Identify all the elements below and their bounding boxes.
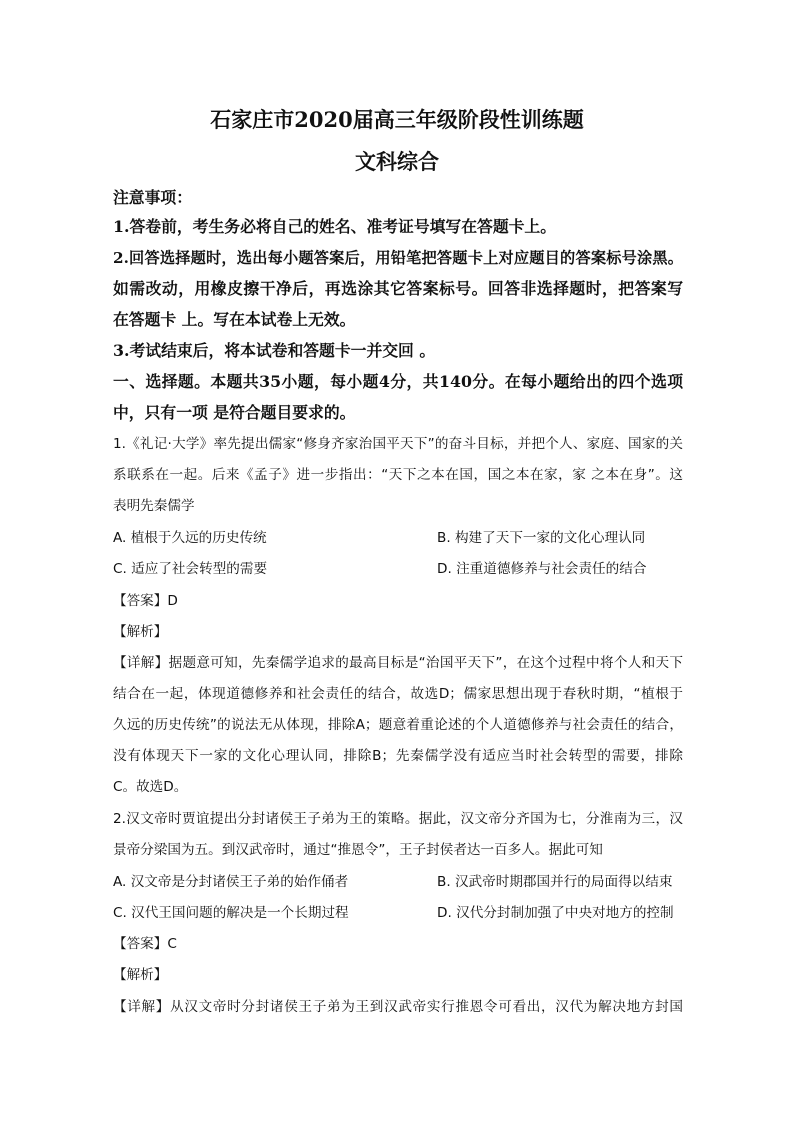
q1-detail-line-4: 没有体现天下一家的文化心理认同，排除B；先秦儒学没有适应当时社会转型的需要，排除 <box>113 748 683 764</box>
q2-stem-line-1: 2.汉文帝时贾谊提出分封诸侯王子弟为王的策略。据此，汉文帝分齐国为七，分淮南为三，汉 <box>113 811 683 827</box>
q2-option-c: C. 汉代王国问题的解决是一个长期过程 <box>113 905 349 921</box>
q1-detail-line-1: 【详解】据题意可知，先秦儒学追求的最高目标是“治国平天下”，在这个过程中将个人和天下 <box>113 655 683 671</box>
q1-option-a: A. 植根于久远的历史传统 <box>113 530 267 546</box>
q2-option-a: A. 汉文帝是分封诸侯王子弟的始作俑者 <box>113 874 349 890</box>
notes-item-3: 3.考试结束后，将本试卷和答题卡一并交回 。 <box>113 341 436 360</box>
q1-stem-line-1: 1.《礼记·大学》率先提出儒家“修身齐家治国平天下”的奋斗目标，并把个人、家庭、国家的关 <box>113 436 683 452</box>
q2-detail-line-1: 【详解】从汉文帝时分封诸侯王子弟为王到汉武帝实行推恩令可看出，汉代为解决地方封国 <box>113 999 683 1015</box>
q2-option-d: D. 汉代分封制加强了中央对地方的控制 <box>437 905 674 921</box>
page-title: 石家庄市2020届高三年级阶段性训练题 <box>210 107 584 132</box>
q1-option-d: D. 注重道德修养与社会责任的结合 <box>437 561 647 577</box>
q1-detail-line-2: 结合在一起，体现道德修养和社会责任的结合，故选D；儒家思想出现于春秋时期，“植根于 <box>113 686 683 702</box>
section-heading-line-1: 一、选择题。本题共35小题，每小题4分，共140分。在每小题给出的四个选项 <box>113 372 683 391</box>
q1-analysis-label: 【解析】 <box>113 624 168 640</box>
q1-detail-line-3: 久远的历史传统”的说法无从体现，排除A；题意着重论述的个人道德修养与社会责任的结合， <box>113 717 683 733</box>
q2-analysis-label: 【解析】 <box>113 967 168 983</box>
notes-item-2-line-3: 在答题卡 上。写在本试卷上无效。 <box>113 310 356 329</box>
notes-item-2-line-1: 2.回答选择题时，选出每小题答案后，用铅笔把答题卡上对应题目的答案标号涂黑。 <box>113 249 683 267</box>
q2-answer: 【答案】C <box>113 936 177 952</box>
page-subtitle: 文科综合 <box>355 149 439 174</box>
notes-item-1: 1.答卷前，考生务必将自己的姓名、准考证号填写在答题卡上。 <box>113 217 557 236</box>
q1-answer: 【答案】D <box>113 593 178 609</box>
notes-heading: 注意事项： <box>113 188 192 207</box>
q1-option-b: B. 构建了天下一家的文化心理认同 <box>437 530 646 546</box>
q2-option-b: B. 汉武帝时期郡国并行的局面得以结束 <box>437 874 673 890</box>
q1-stem-line-2: 系联系在一起。后来《孟子》进一步指出：“天下之本在国，国之本在家，家 之本在身”。这 <box>113 467 683 483</box>
q2-stem-line-2: 景帝分梁国为五。到汉武帝时，通过“推恩令”，王子封侯者达一百多人。据此可知 <box>113 842 603 858</box>
section-heading-line-2: 中，只有一项 是符合题目要求的。 <box>113 403 356 422</box>
q1-detail-line-5: C。故选D。 <box>113 779 188 795</box>
q1-option-c: C. 适应了社会转型的需要 <box>113 561 268 577</box>
q1-stem-line-3: 表明先秦儒学 <box>113 498 195 514</box>
notes-item-2-line-2: 如需改动，用橡皮擦干净后，再选涂其它答案标号。回答非选择题时，把答案写 <box>113 279 683 298</box>
